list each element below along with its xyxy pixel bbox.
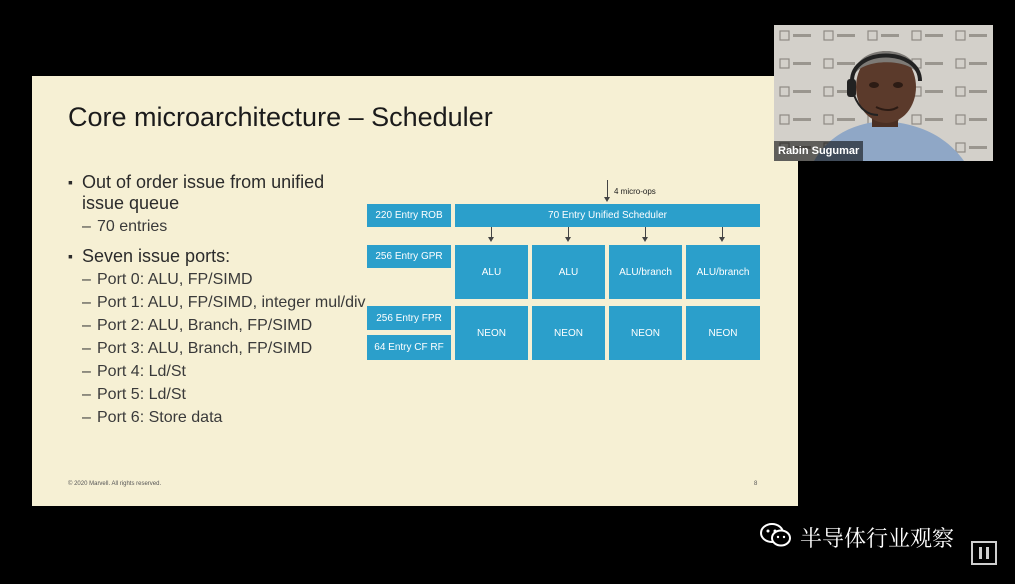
neon-unit: NEON	[609, 306, 682, 360]
issue-arrow-icon	[565, 237, 571, 242]
fpr-block: 256 Entry FPR	[367, 306, 451, 330]
issue-arrow-line	[645, 227, 646, 237]
speaker-name: Rabin Sugumar	[774, 141, 863, 161]
alu-branch-unit: ALU/branch	[609, 245, 682, 299]
input-label: 4 micro-ops	[614, 187, 656, 196]
issue-arrow-line	[491, 227, 492, 237]
sub-bullet: – Port 6: Store data	[68, 408, 368, 427]
wechat-icon	[760, 522, 792, 553]
speaker-webcam	[774, 25, 993, 161]
slide-footer: © 2020 Marvell. All rights reserved.	[68, 481, 162, 487]
issue-arrow-icon	[719, 237, 725, 242]
cf-rf-block: 64 Entry CF RF	[367, 335, 451, 360]
issue-arrow-line	[722, 227, 723, 237]
alu-unit: ALU	[532, 245, 605, 299]
sub-bullet: – Port 0: ALU, FP/SIMD	[68, 270, 368, 289]
watermark	[760, 522, 954, 553]
sub-bullet: – Port 4: Ld/St	[68, 362, 368, 381]
alu-branch-unit: ALU/branch	[686, 245, 760, 299]
gpr-block: 256 Entry GPR	[367, 245, 451, 268]
slide	[32, 76, 798, 506]
bullet-ports: ▪ Seven issue ports:	[68, 246, 368, 267]
neon-unit: NEON	[455, 306, 528, 360]
issue-arrow-icon	[642, 237, 648, 242]
slide-title: Core microarchitecture – Scheduler	[68, 102, 493, 132]
input-arrow-icon	[604, 197, 610, 202]
alu-unit: ALU	[455, 245, 528, 299]
marvell-bracket-logo-icon	[970, 540, 998, 566]
sub-bullet: – Port 3: ALU, Branch, FP/SIMD	[68, 339, 368, 358]
bullet-issue: ▪ Out of order issue from unified issue queue	[68, 172, 368, 214]
sub-bullet: – 70 entries	[68, 217, 368, 236]
input-arrow-line	[607, 180, 608, 198]
neon-unit: NEON	[532, 306, 605, 360]
scheduler-diagram	[32, 76, 798, 506]
sub-bullet: – Port 2: ALU, Branch, FP/SIMD	[68, 316, 368, 335]
sub-bullet: – Port 5: Ld/St	[68, 385, 368, 404]
unified-scheduler-block: 70 Entry Unified Scheduler	[455, 204, 760, 227]
rob-block: 220 Entry ROB	[367, 204, 451, 227]
issue-arrow-icon	[488, 237, 494, 242]
neon-unit: NEON	[686, 306, 760, 360]
watermark-text: 半导体行业观察	[800, 526, 955, 551]
issue-arrow-line	[568, 227, 569, 237]
sub-bullet: – Port 1: ALU, FP/SIMD, integer mul/div	[68, 293, 368, 312]
page-number: 8	[754, 481, 758, 487]
